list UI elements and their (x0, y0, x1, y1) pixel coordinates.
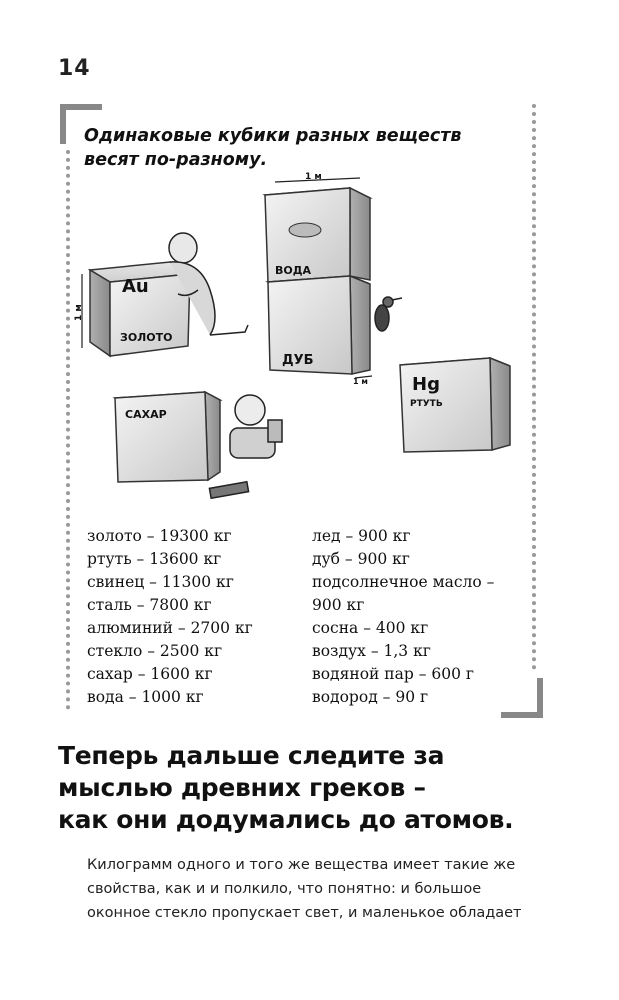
water-cube (265, 172, 370, 282)
section-heading-line: как они додумались до атомов. (58, 805, 514, 834)
density-row: дуб – 900 кг (312, 550, 410, 568)
density-row: стекло – 2500 кг (87, 642, 223, 660)
density-row: сахар – 1600 кг (87, 665, 213, 683)
mercury-cube (400, 358, 510, 452)
box-heading-line: Одинаковые кубики разных веществ (84, 126, 462, 146)
density-row: водород – 90 г (312, 688, 429, 706)
oak-name-label: ДУБ (282, 353, 314, 368)
section-heading-line: мыслью древних греков – (58, 773, 426, 802)
density-row: вода – 1000 кг (87, 688, 204, 706)
density-row: свинец – 11300 кг (87, 573, 234, 591)
body-line: свойства, как и и полкило, что понятно: и большое (87, 881, 482, 897)
sugar-cube (115, 392, 220, 482)
page-number: 14 (58, 56, 91, 81)
density-row: 900 кг (312, 596, 365, 614)
gold-size-label: 1 м (74, 304, 84, 321)
gold-cube (74, 262, 190, 356)
body-paragraph (87, 853, 537, 925)
density-row: алюминий – 2700 кг (87, 619, 253, 637)
body-line: оконное стекло пропускает свет, и маленькое обладает (87, 905, 522, 921)
box-heading (84, 124, 504, 172)
density-row: лед – 900 кг (312, 527, 411, 545)
density-row: подсолнечное масло – (312, 573, 495, 591)
body-line: Килограмм одного и того же вещества имеет такие же (87, 857, 516, 873)
woodpecker-figure (375, 297, 402, 331)
density-row: сосна – 400 кг (312, 619, 429, 637)
section-heading-line: Теперь дальше следите за (58, 741, 445, 770)
density-row: водяной пар – 600 г (312, 665, 475, 683)
density-row: ртуть – 13600 кг (87, 550, 222, 568)
oak-size-label: 1 м (353, 377, 368, 386)
cubes-illustration (70, 170, 540, 515)
density-column-left (87, 525, 297, 709)
gold-symbol-label: Au (122, 276, 149, 297)
gold-name-label: ЗОЛОТО (120, 331, 173, 344)
density-column-right (312, 525, 532, 709)
water-size-label: 1 м (305, 172, 322, 182)
mercury-name-label: РТУТЬ (410, 399, 443, 409)
mercury-symbol-label: Hg (412, 374, 440, 395)
oak-cube (268, 276, 372, 386)
water-name-label: ВОДА (275, 264, 312, 277)
box-heading-line: весят по-разному. (84, 150, 268, 170)
density-row: воздух – 1,3 кг (312, 642, 431, 660)
sugar-name-label: САХАР (125, 408, 167, 421)
density-row: сталь – 7800 кг (87, 596, 212, 614)
section-heading (58, 740, 578, 836)
density-row: золото – 19300 кг (87, 527, 232, 545)
